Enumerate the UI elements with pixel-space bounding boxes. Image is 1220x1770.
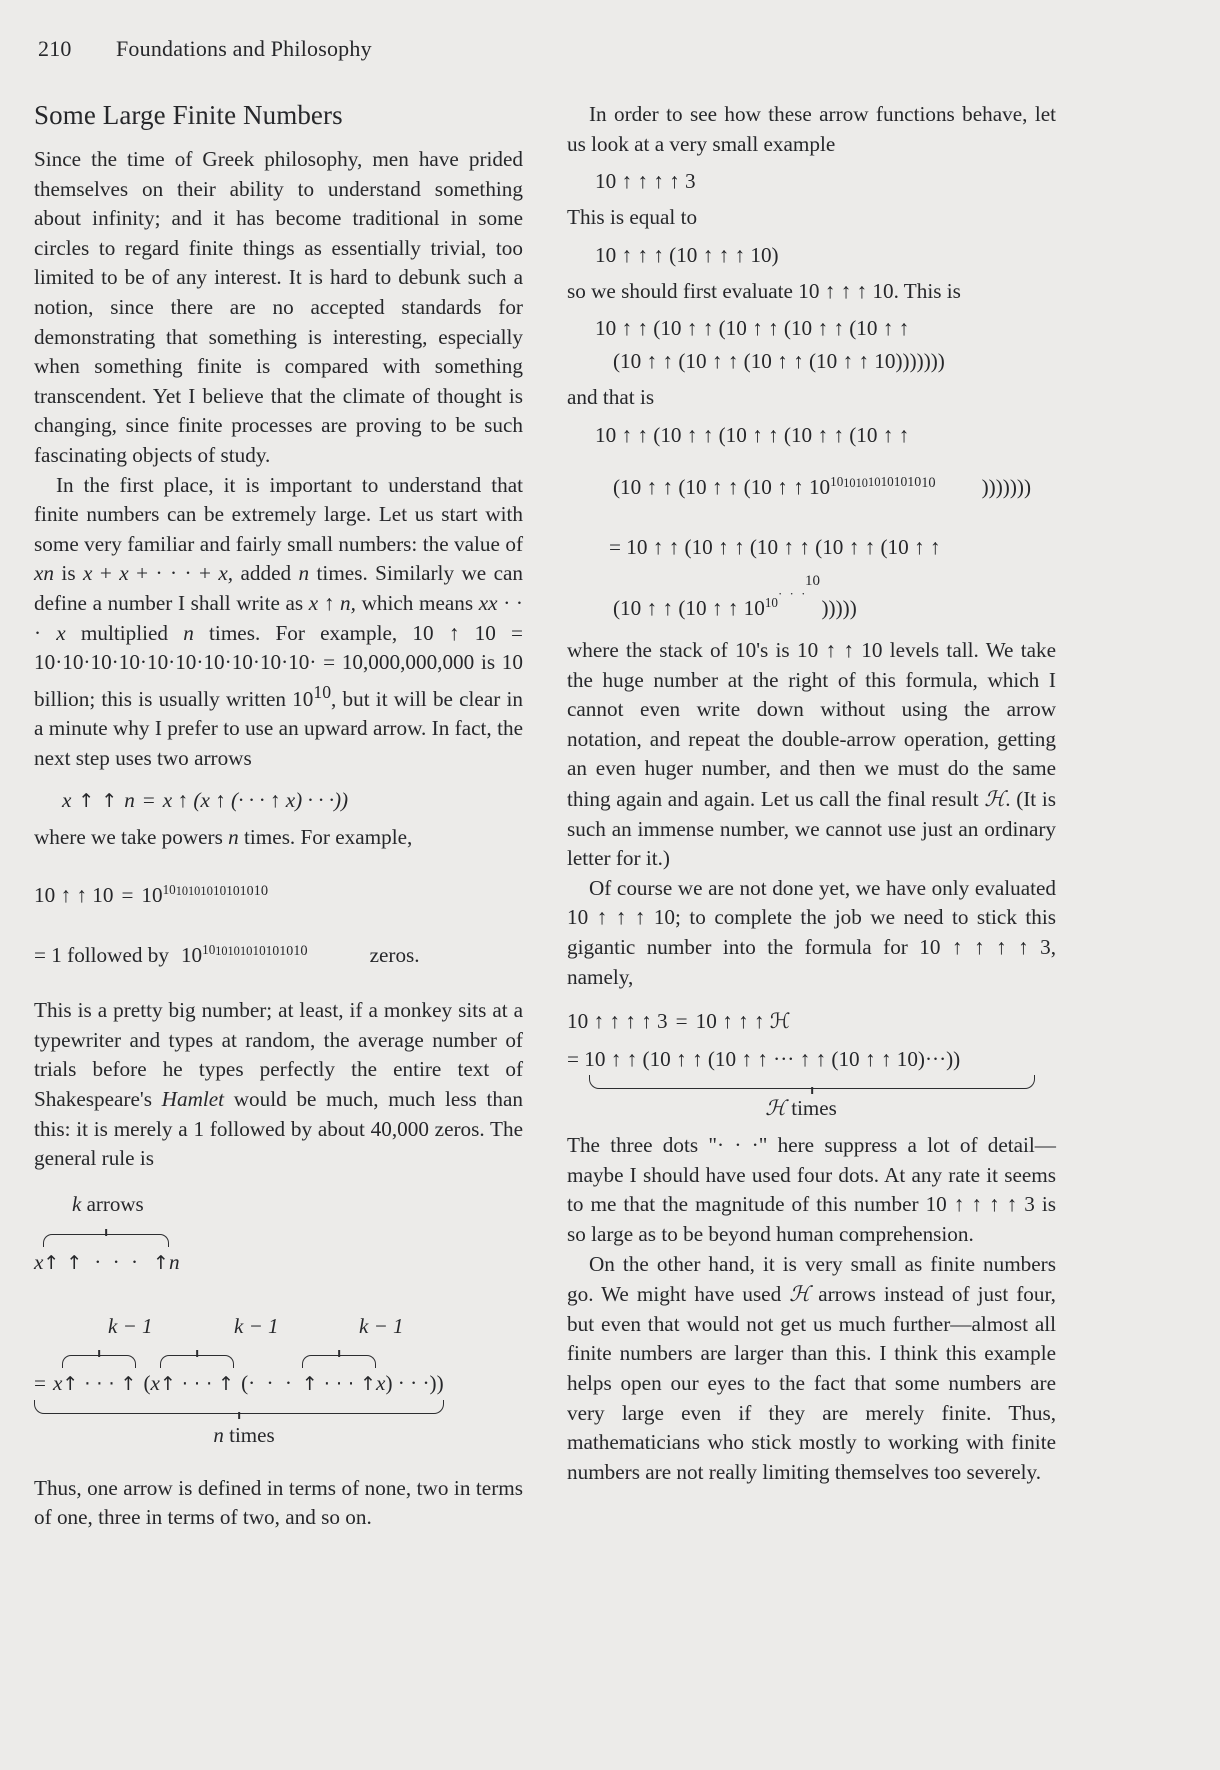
r-eq6-underbrace-label bbox=[567, 1096, 1035, 1121]
paragraph-3 bbox=[34, 996, 523, 1174]
r-paragraph-2 bbox=[567, 636, 1056, 874]
r-paragraph-4: The three dots "· · ·" here suppress a lot of detail—maybe I should have used four dots. At any rate it seems to me that the magnitude of this number 10 ↑ ↑ ↑ ↑ 3 is so large as to be beyond human comprehension. bbox=[567, 1133, 1056, 1246]
p2-x-up-n: x ↑ n, bbox=[308, 590, 356, 615]
two-column-body bbox=[34, 100, 1186, 1533]
r-paragraph-3: Of course we are not done yet, we have only evaluated 10 ↑ ↑ ↑ 10; to complete the job we need to stick this gigantic number into the formula for 10 ↑ ↑ ↑ ↑ 3, namely, bbox=[567, 875, 1056, 989]
r-equation-2: 10 ↑ ↑ ↑ (10 ↑ ↑ ↑ 10) bbox=[595, 242, 779, 267]
r-eq4-exp-3: 10 bbox=[855, 475, 868, 490]
paragraph-4: Thus, one arrow is defined in terms of none, two in terms of one, three in terms of two, and so on. bbox=[34, 1475, 523, 1530]
eq1-equals: = bbox=[142, 787, 155, 812]
eq3-power-tower bbox=[181, 940, 308, 974]
eq5-grp3: ↑ · · · ↑ bbox=[301, 1372, 377, 1395]
eq2-exp-5: 10 bbox=[213, 882, 227, 898]
p2-x2: x bbox=[119, 561, 129, 586]
equation-2 bbox=[34, 880, 523, 914]
eq5-label-2: k − 1 bbox=[234, 1313, 279, 1338]
eq4-x: x bbox=[34, 1249, 44, 1274]
eq1-arrow-b: ↑ bbox=[101, 789, 118, 812]
equation-5-block bbox=[34, 1314, 523, 1448]
left-column bbox=[34, 100, 523, 1533]
p2-xn: xn bbox=[34, 561, 54, 586]
p2-seg2: is bbox=[54, 561, 84, 586]
eq5-x1: x bbox=[52, 1370, 63, 1395]
eq3-exp-8: 10 bbox=[293, 942, 308, 959]
r-eq4-suffix: ))))))) bbox=[981, 474, 1032, 499]
r-line-3: and that is bbox=[567, 385, 655, 410]
p2-xx: xx bbox=[478, 590, 498, 615]
r-equation-4-line-2 bbox=[567, 472, 1056, 506]
paragraph-2 bbox=[34, 471, 523, 774]
p2-x1: x bbox=[83, 561, 93, 586]
eq5-equals: = bbox=[34, 1370, 46, 1395]
eq4-arrow-3: ↑ bbox=[153, 1251, 169, 1274]
p2-plus2: + · · · + bbox=[128, 561, 219, 586]
r-eq4-exp-5: 10 bbox=[880, 474, 894, 490]
eq2-exp-4: 10 bbox=[200, 883, 213, 898]
p2-seg6: · · · bbox=[34, 590, 523, 645]
eq5-grp1: ↑ · · · ↑ bbox=[62, 1372, 137, 1395]
eq1-rhs: x ↑ (x ↑ (· · · ↑ x) · · ·)) bbox=[162, 787, 349, 812]
r-eq4-prefix: (10 ↑ ↑ (10 ↑ ↑ (10 ↑ ↑ 10 bbox=[613, 474, 831, 499]
p2-exponent: 10 bbox=[313, 681, 332, 702]
page-folio: 210 bbox=[38, 36, 72, 61]
r-equation-3-line-2: (10 ↑ ↑ (10 ↑ ↑ (10 ↑ ↑ (10 ↑ ↑ 10))))))) bbox=[613, 349, 945, 374]
r-equation-6-line-2 bbox=[567, 1044, 1056, 1074]
eq2-base: 10 ↑ ↑ 10 bbox=[34, 883, 114, 908]
eq5-open-2: ( bbox=[241, 1370, 249, 1395]
right-column bbox=[567, 100, 1056, 1533]
eq4-arrows-word: arrows bbox=[81, 1191, 144, 1216]
eq5-inner-dots: · · · bbox=[248, 1370, 295, 1395]
p2-seg5: which means bbox=[355, 590, 479, 615]
script-h-symbol: ℋ bbox=[765, 1096, 786, 1121]
r-equation-1: 10 ↑ ↑ ↑ ↑ 3 bbox=[595, 169, 696, 194]
after-equation-1-text bbox=[34, 823, 523, 853]
p2-seg8: times. For example, 10 ↑ 10 = 10·10·10·10·10·10·10·10·10·10· = 10,000,000,000 is 10 billion; this is usually written 10 bbox=[34, 620, 523, 711]
eq3-exp-2: 10 bbox=[215, 943, 228, 958]
equation-4-block bbox=[34, 1192, 523, 1278]
ae1-seg1: where we take powers bbox=[34, 824, 229, 849]
r-p5-seg1: On the other hand, it is very small as finite numbers go. We might have used bbox=[567, 1251, 1056, 1307]
eq5-underbrace-group bbox=[34, 1368, 444, 1399]
r-eq4-exp-8: 10 bbox=[921, 474, 936, 491]
r-eq5-tower-base: 10 bbox=[764, 594, 778, 610]
r-eq5-vdots: · · · bbox=[777, 586, 808, 602]
r-eq4-exp-6: 10 bbox=[893, 474, 908, 490]
r-p2-seg2: . (It is such an immense number, we cannot use just an ordinary letter for it.) bbox=[567, 787, 1056, 871]
eq1-arrow-a: ↑ bbox=[78, 789, 95, 812]
eq3-lead: = 1 followed by bbox=[34, 943, 169, 968]
eq4-dots: · · · bbox=[94, 1249, 142, 1274]
r-eq5-exp-top: 10 bbox=[805, 573, 820, 590]
p3-seg1: This is a pretty big number; at least, if a monkey sits at a typewriter and types at random, the average number of trials before he types perfectly the entire text of Shakespeare's bbox=[34, 998, 523, 1111]
p2-plus1: + bbox=[92, 561, 120, 586]
script-h-symbol: ℋ bbox=[984, 786, 1006, 811]
r-eq6-underbrace-group bbox=[567, 1044, 1035, 1074]
ae1-n: n bbox=[228, 824, 239, 849]
r-equation-5-line-2 bbox=[567, 573, 1056, 626]
eq4-k: k bbox=[72, 1191, 82, 1216]
eq3-exp-1: 10 bbox=[202, 941, 216, 957]
eq5-open-1: ( bbox=[143, 1370, 151, 1395]
eq5-ob-3 bbox=[302, 1368, 376, 1399]
p3-seg2: would be much, much less than this: it is merely a 1 followed by about 40,000 zeros. The general rule is bbox=[34, 1086, 523, 1171]
eq2-exp-7: 10 bbox=[239, 883, 254, 899]
eq5-x3: x bbox=[376, 1370, 386, 1395]
r-eq4-exp-1: 10 bbox=[830, 473, 844, 489]
eq5-x2: x bbox=[150, 1370, 160, 1395]
eq3-exp-5: 10 bbox=[252, 942, 266, 958]
eq5-label-1: k − 1 bbox=[108, 1313, 153, 1338]
overbrace-icon bbox=[62, 1355, 136, 1368]
eq4-overbrace-group bbox=[43, 1247, 169, 1278]
p2-seg7: multiplied bbox=[65, 620, 184, 645]
r-equation-5-line-1: = 10 ↑ ↑ (10 ↑ ↑ (10 ↑ ↑ (10 ↑ ↑ (10 ↑ ↑ bbox=[609, 534, 941, 559]
r-eq4-exp-4: 10 bbox=[867, 475, 881, 490]
r-line-1: This is equal to bbox=[567, 205, 698, 230]
p2-seg4: times. Similarly we can define a number I shall write as bbox=[34, 561, 524, 615]
r-eq6-equals: = bbox=[675, 1009, 688, 1034]
running-title: Foundations and Philosophy bbox=[116, 36, 372, 61]
running-head bbox=[38, 36, 1186, 62]
r-eq4-exp-7: 10 bbox=[907, 475, 922, 491]
eq2-equals: = bbox=[121, 883, 134, 908]
eq2-tower-base: 10 bbox=[141, 883, 163, 908]
eq5-grp2: ↑ · · · ↑ bbox=[159, 1372, 235, 1395]
r-paragraph-1: In order to see how these arrow functions behave, let us look at a very small example bbox=[567, 102, 1056, 156]
equation-5 bbox=[34, 1368, 523, 1399]
p2-n2: n bbox=[183, 620, 194, 645]
eq2-exp-2: 10 bbox=[175, 883, 188, 898]
eq2-power-tower bbox=[141, 880, 268, 914]
underbrace-icon bbox=[34, 1400, 444, 1414]
r-eq6-times: times bbox=[786, 1096, 837, 1121]
r-p2-seg1: where the stack of 10's is 10 ↑ ↑ 10 levels tall. We take the huge number at the right of this formula, which I cannot even write down without using the arrow notation, and repeat the double-arrow operation, getting an even huger number, and then we must do the same thing again and again. Let us call the final result bbox=[567, 638, 1056, 811]
r-eq5-prefix: (10 ↑ ↑ (10 ↑ ↑ 10 bbox=[613, 596, 765, 621]
eq5-km1-labels bbox=[34, 1314, 523, 1340]
r-line-2: so we should first evaluate 10 ↑ ↑ ↑ 10. This is bbox=[567, 278, 961, 303]
eq4-arrow-2: ↑ bbox=[66, 1251, 83, 1274]
r-paragraph-5 bbox=[567, 1250, 1056, 1488]
eq5-ub-n: n bbox=[213, 1422, 224, 1447]
p2-seg3: added bbox=[233, 561, 299, 586]
p2-n1: n bbox=[298, 561, 310, 586]
p3-hamlet: Hamlet bbox=[161, 1086, 225, 1111]
eq1-x: x bbox=[62, 787, 72, 812]
r-equation-6-line-1 bbox=[567, 1006, 1056, 1036]
ae1-seg2: times. For example, bbox=[238, 824, 413, 849]
r-eq5-suffix: ))))) bbox=[821, 596, 857, 621]
eq3-tower-base: 10 bbox=[180, 943, 203, 968]
eq5-ob-1 bbox=[62, 1368, 136, 1399]
paragraph-1: Since the time of Greek philosophy, men have prided themselves on their ability to understand something about infinity; and it has become traditional in some circles to regard finite things as essentially trivial, too limited to be of any interest. It is hard to debunk such a notion, since there are no accepted standards for demonstrating that something is interesting, especially when something finite is compared with something transcendent. Yet I believe that the climate of thought is changing, since finite processes are proving to be such fascinating objects of study. bbox=[34, 147, 523, 467]
r-eq6-lhs: 10 ↑ ↑ ↑ ↑ 3 bbox=[567, 1009, 668, 1034]
section-heading: Some Large Finite Numbers bbox=[34, 100, 343, 130]
eq3-exp-3: 10 bbox=[227, 943, 240, 958]
eq3-trail: zeros. bbox=[369, 943, 420, 968]
r-eq6-rhs: 10 ↑ ↑ ↑ ℋ bbox=[695, 1009, 791, 1034]
p2-xlast: x bbox=[56, 620, 66, 645]
p2-seg9: , but it will be clear in a minute why I prefer to use an upward arrow. In fact, the next step uses two arrows bbox=[34, 686, 523, 770]
r-eq6-body: = 10 ↑ ↑ (10 ↑ ↑ (10 ↑ ↑ ··· ↑ ↑ (10 ↑ ↑ 10)···)) bbox=[567, 1047, 961, 1072]
eq4-arrow-1: ↑ bbox=[43, 1251, 60, 1274]
overbrace-icon bbox=[43, 1234, 169, 1247]
eq3-exp-6: 10 bbox=[265, 942, 280, 958]
r-p5-seg2: arrows instead of just four, but even that would not get us much further—almost all finite numbers are larger than this. I think this example helps open our eyes to the fact that some numbers are very large even if they are merely finite. Thus, mathematicians who stick mostly to working with finite numbers are not really limiting themselves too severely. bbox=[567, 1282, 1056, 1484]
eq5-label-3: k − 1 bbox=[359, 1313, 404, 1338]
equation-3 bbox=[34, 940, 523, 974]
r-eq4-power-tower bbox=[830, 472, 935, 506]
equation-1 bbox=[34, 785, 523, 816]
eq5-tail: ) · · ·)) bbox=[385, 1370, 444, 1395]
p2-seg1: In the first place, it is important to understand that finite numbers can be extremely large. Let us start with some very familiar and fairly small numbers: the value of bbox=[34, 472, 523, 556]
eq1-n: n bbox=[124, 787, 135, 812]
eq2-exp-6: 10 bbox=[226, 882, 240, 898]
eq2-exp-1: 10 bbox=[162, 881, 176, 897]
r-equation-3-line-1: 10 ↑ ↑ (10 ↑ ↑ (10 ↑ ↑ (10 ↑ ↑ (10 ↑ ↑ bbox=[595, 316, 910, 341]
overbrace-icon bbox=[302, 1355, 376, 1368]
eq4-k-arrows-label bbox=[34, 1192, 523, 1217]
eq3-exp-4: 10 bbox=[239, 943, 253, 958]
eq5-underbrace-label bbox=[34, 1423, 454, 1448]
eq2-exp-3: 10 bbox=[188, 883, 201, 898]
eq4-n: n bbox=[168, 1249, 180, 1274]
p2-x3: x, bbox=[218, 561, 234, 586]
r-equation-4-line-1: 10 ↑ ↑ (10 ↑ ↑ (10 ↑ ↑ (10 ↑ ↑ (10 ↑ ↑ bbox=[595, 422, 910, 447]
underbrace-icon bbox=[589, 1075, 1035, 1089]
equation-4 bbox=[34, 1247, 523, 1278]
script-h-symbol: ℋ bbox=[789, 1281, 811, 1307]
eq3-exp-7: 10 bbox=[279, 943, 294, 959]
eq5-ob-2 bbox=[160, 1368, 234, 1399]
eq2-exp-8: 10 bbox=[253, 882, 269, 899]
r-eq4-exp-2: 10 bbox=[843, 475, 856, 490]
eq5-ub-times: times bbox=[223, 1422, 275, 1447]
overbrace-icon bbox=[160, 1355, 234, 1368]
